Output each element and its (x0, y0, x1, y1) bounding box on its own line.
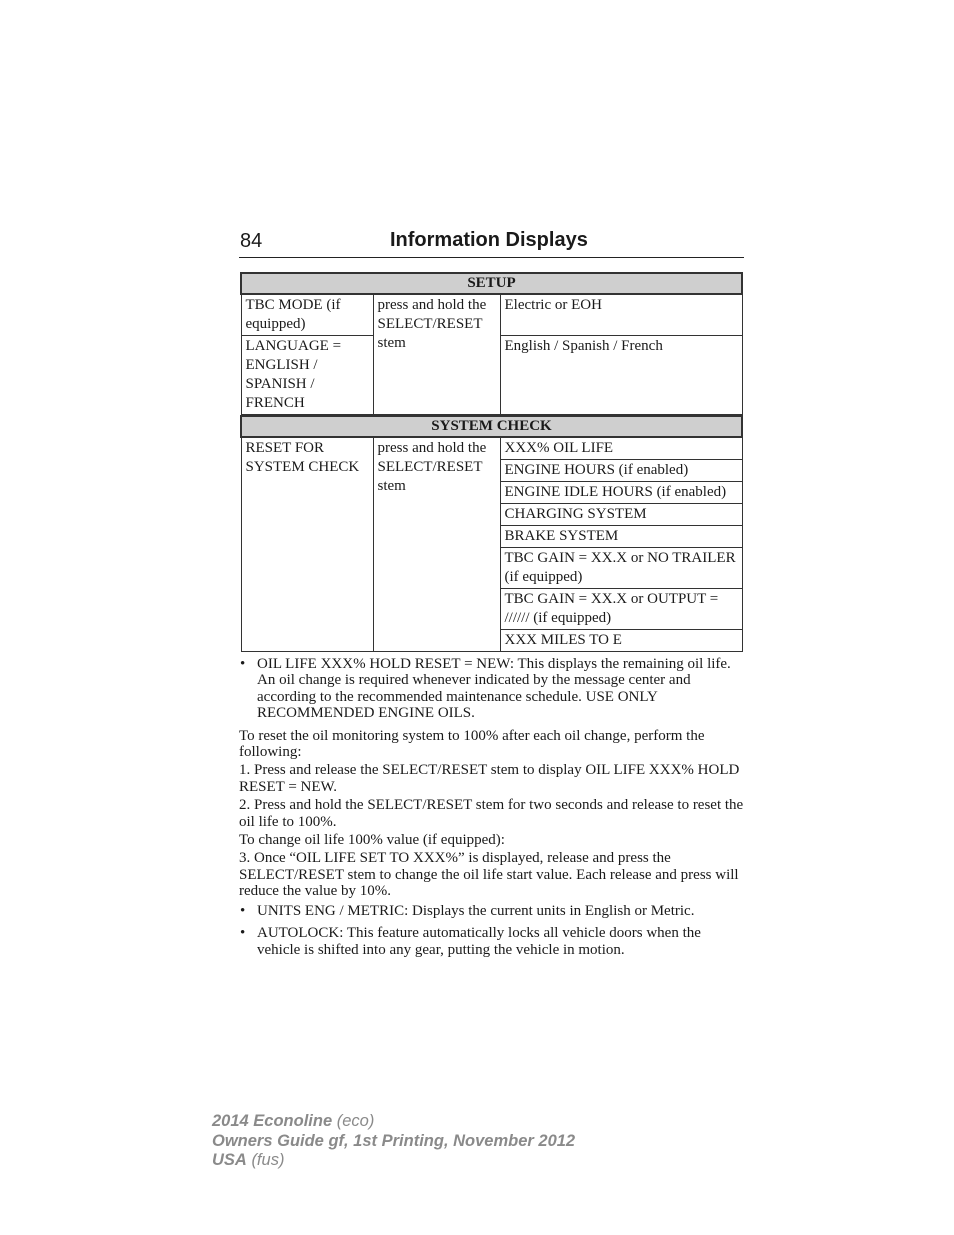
setup-item-tbc-mode: TBC MODE (if equipped) (241, 294, 373, 336)
bullet-autolock (239, 925, 745, 958)
setup-result-language: English / Spanish / French (500, 336, 742, 415)
system-check-result: TBC GAIN = XX.X or NO TRAILER (if equipped) (500, 548, 742, 589)
footer-model-code: (eco) (336, 1112, 375, 1130)
bullet-units (239, 903, 745, 919)
footer-guide: Owners Guide gf, 1st Printing, November 2012 (212, 1131, 576, 1150)
bullet-dot: • (240, 925, 246, 942)
system-check-action: press and hold the SELECT/RESET stem (373, 437, 500, 652)
table-header-row (241, 273, 742, 294)
footer-guide-line (212, 1132, 575, 1152)
step-3: 3. Once “OIL LIFE SET TO XXX%” is displayed, release and press the SELECT/RESET stem to change the oil life start value. Each release and press will reduce the value by 10%. (239, 850, 739, 900)
reset-intro: To reset the oil monitoring system to 100% after each oil change, perform the following: (239, 727, 705, 761)
system-check-result: CHARGING SYSTEM (500, 504, 742, 526)
step-2: 2. Press and hold the SELECT/RESET stem for two seconds and release to reset the oil life to 100%. (239, 797, 744, 830)
change-intro: To change oil life 100% value (if equipped): (239, 832, 505, 849)
footer-market-line (212, 1151, 575, 1171)
system-check-result: ENGINE HOURS (if enabled) (500, 460, 742, 482)
system-check-result: XXX MILES TO E (500, 630, 742, 652)
setup-result-tbc-mode: Electric or EOH (500, 294, 742, 336)
system-check-result: XXX% OIL LIFE (500, 437, 742, 460)
system-check-table (240, 415, 743, 652)
system-check-item: RESET FOR SYSTEM CHECK (241, 437, 373, 652)
footer-model: 2014 Econoline (212, 1112, 333, 1130)
system-check-result: BRAKE SYSTEM (500, 526, 742, 548)
footer-model-line (212, 1112, 575, 1132)
setup-item-language: LANGUAGE = ENGLISH / SPANISH / FRENCH (241, 336, 373, 415)
section-title: Information Displays (390, 229, 588, 251)
bullet-dot: • (240, 902, 246, 919)
body-text (239, 656, 745, 958)
bullet-oil-life-text: OIL LIFE XXX% HOLD RESET = NEW: This displays the remaining oil life. An oil change is required whenever indicated by the message center and according to the recommended maintenance schedule. USE ONLY RECOMMENDED ENGINE OILS. (257, 656, 731, 722)
table-row (241, 437, 742, 460)
system-check-heading: SYSTEM CHECK (241, 416, 742, 437)
bullet-dot: • (240, 656, 246, 672)
step-1: 1. Press and release the SELECT/RESET stem to display OIL LIFE XXX% HOLD RESET = NEW. (239, 762, 740, 795)
page-header (239, 229, 744, 258)
system-check-result: ENGINE IDLE HOURS (if enabled) (500, 482, 742, 504)
footer-market: USA (212, 1151, 247, 1169)
setup-heading: SETUP (241, 273, 742, 294)
system-check-result: TBC GAIN = XX.X or OUTPUT = ////// (if equipped) (500, 589, 742, 630)
setup-table (240, 272, 743, 415)
page-footer (212, 1112, 575, 1171)
bullet-autolock-text: AUTOLOCK: This feature automatically locks all vehicle doors when the vehicle is shifted into any gear, putting the vehicle in motion. (257, 925, 701, 958)
table-header-row (241, 416, 742, 437)
bullet-oil-life (239, 656, 745, 722)
table-row (241, 294, 742, 336)
page-number: 84 (240, 230, 263, 252)
setup-action: press and hold the SELECT/RESET stem (373, 294, 500, 415)
bullet-units-text: UNITS ENG / METRIC: Displays the current units in English or Metric. (257, 902, 695, 919)
footer-market-code: (fus) (251, 1151, 285, 1169)
